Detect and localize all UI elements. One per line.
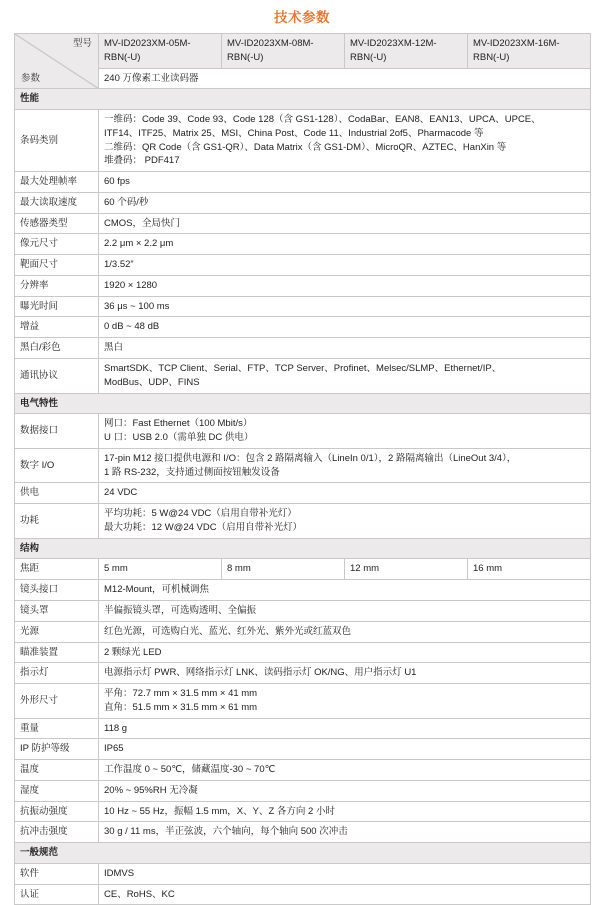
table-row [15,255,591,276]
row-value [99,192,591,213]
row-label: 增益 [15,317,99,338]
table-row [15,663,591,684]
row-value-line: 1/3.52” [104,259,134,271]
row-value-line: ITF14、ITF25、Matrix 25、MSI、China Post、Code 11、Industrial 2of5、Pharmacode 等 [104,127,484,139]
row-value-line: 60 个码/秒 [104,196,149,208]
row-value [99,780,591,801]
row-value-line: 平均功耗：5 W@24 VDC（启用自带补光灯） [104,508,297,520]
table-row [15,338,591,359]
row-value-line: 直角：51.5 mm × 31.5 mm × 61 mm [104,701,258,713]
row-label: IP 防护等级 [15,739,99,760]
section-title: 结构 [15,538,591,559]
table-row [15,884,591,905]
row-value [99,621,591,642]
row-label: 指示灯 [15,663,99,684]
table-row [15,684,591,719]
row-value-line: 半偏振镜头罩，可选购透明、全偏振 [104,604,257,616]
row-label: 分辨率 [15,275,99,296]
row-value-line: 网口：Fast Ethernet（100 Mbit/s） [104,418,253,430]
row-label: 抗振动强度 [15,801,99,822]
row-value-line: 1 路 RS-232，支持通过侧面按钮触发设备 [104,466,280,478]
table-row [15,275,591,296]
spec-table [14,33,591,905]
product-name-cell: 240 万像素工业读码器 [99,68,591,89]
row-label: 抗冲击强度 [15,822,99,843]
table-row [15,801,591,822]
row-value [99,483,591,504]
row-value-col-3: 12 mm [345,559,468,580]
row-label: 瞄准装置 [15,642,99,663]
row-value-line: 最大功耗：12 W@24 VDC（启用自带补光灯） [104,521,303,533]
row-value-line: 堆叠码： PDF417 [104,155,180,167]
row-label: 通讯协议 [15,359,99,394]
row-label: 数字 I/O [15,448,99,483]
model-header-1: MV-ID2023XM-05M-RBN(-U) [99,34,222,69]
row-value [99,822,591,843]
row-value [99,110,591,172]
row-value [99,739,591,760]
row-label: 靶面尺寸 [15,255,99,276]
row-value [99,884,591,905]
table-row [15,780,591,801]
table-row [15,172,591,193]
row-label: 黑白/彩色 [15,338,99,359]
section-header-row [15,393,591,414]
row-value [99,296,591,317]
table-row [15,317,591,338]
row-label: 条码类别 [15,110,99,172]
row-value [99,448,591,483]
row-value [99,760,591,781]
table-row [15,414,591,449]
row-label: 湿度 [15,780,99,801]
row-value-line: 红色光源，可选购白光、蓝光、红外光、紫外光或红蓝双色 [104,625,352,637]
table-row [15,600,591,621]
section-header-row [15,89,591,110]
row-label: 外形尺寸 [15,684,99,719]
row-value-line: 0 dB ~ 48 dB [104,321,160,333]
table-row [15,296,591,317]
row-value-line: CE、RoHS、KC [104,888,175,900]
row-label: 软件 [15,863,99,884]
table-row [15,359,591,394]
row-value [99,317,591,338]
row-value [99,172,591,193]
row-value [99,600,591,621]
spec-table-body [15,34,591,905]
row-label: 传感器类型 [15,213,99,234]
row-value-line: 118 g [104,722,128,734]
row-value-line: 30 g / 11 ms，半正弦波，六个轴向，每个轴向 500 次冲击 [104,826,348,838]
row-value-line: 24 VDC [104,487,138,499]
table-row [15,642,591,663]
row-value-line: M12-Mount，可机械调焦 [104,584,210,596]
row-value [99,338,591,359]
row-value [99,359,591,394]
row-label: 功耗 [15,504,99,539]
row-value-line: 黑白 [104,342,124,354]
row-value-line: CMOS，全局快门 [104,217,181,229]
table-row [15,192,591,213]
header-corner-cell [15,34,99,89]
row-value-line: 一维码：Code 39、Code 93、Code 128（含 GS1-128）、CodaBar、EAN8、EAN13、UPCA、UPCE、 [104,114,541,126]
row-label: 像元尺寸 [15,234,99,255]
section-title: 一般规范 [15,843,591,864]
table-row [15,448,591,483]
row-value-col-1: 5 mm [99,559,222,580]
row-value-line: 工作温度 0 ~ 50℃，储藏温度-30 ~ 70℃ [104,764,276,776]
row-value [99,255,591,276]
row-value [99,213,591,234]
table-row [15,863,591,884]
row-label: 供电 [15,483,99,504]
row-label: 光源 [15,621,99,642]
row-label: 镜头罩 [15,600,99,621]
row-value-line: 10 Hz ~ 55 Hz，振幅 1.5 mm，X、Y、Z 各方向 2 小时 [104,805,335,817]
row-value-line: 二维码：QR Code（含 GS1-QR）、Data Matrix（含 GS1-DM）、MicroQR、AZTEC、HanXin 等 [104,141,507,153]
row-label: 曝光时间 [15,296,99,317]
row-value [99,414,591,449]
row-value [99,234,591,255]
row-value [99,801,591,822]
page-title: 技术参数 [274,10,330,25]
table-row [15,822,591,843]
table-row [15,213,591,234]
row-value-line: ModBus、UDP、FINS [104,376,200,388]
row-label: 数据接口 [15,414,99,449]
row-label: 焦距 [15,559,99,580]
row-value-line: 电源指示灯 PWR、网络指示灯 LNK、读码指示灯 OK/NG、用户指示灯 U1 [104,667,417,679]
row-value-line: 60 fps [104,176,130,188]
row-label: 温度 [15,760,99,781]
row-value-line: 36 μs ~ 100 ms [104,300,170,312]
model-header-4: MV-ID2023XM-16M-RBN(-U) [468,34,591,69]
row-value [99,863,591,884]
table-row [15,621,591,642]
row-value-col-2: 8 mm [222,559,345,580]
row-label: 镜头接口 [15,580,99,601]
row-value-line: 1920 × 1280 [104,279,158,291]
table-row [15,234,591,255]
row-value [99,642,591,663]
row-label: 最大处理帧率 [15,172,99,193]
row-value [99,275,591,296]
table-row [15,110,591,172]
row-value-line: 17-pin M12 接口提供电源和 I/O：包含 2 路隔离输入（LineIn 0/1），2 路隔离输出（LineOut 3/4）， [104,452,517,464]
table-row [15,739,591,760]
table-row [15,580,591,601]
row-value [99,718,591,739]
row-value-line: 2 颗绿光 LED [104,646,162,658]
section-title: 电气特性 [15,393,591,414]
table-row [15,483,591,504]
table-row [15,504,591,539]
section-header-row [15,843,591,864]
row-value-line: IDMVS [104,867,135,879]
corner-param-label: 参数 [21,72,41,84]
section-title: 性能 [15,89,591,110]
product-name-row [15,68,591,89]
row-value [99,504,591,539]
row-value-line: 20% ~ 95%RH 无冷凝 [104,784,198,796]
table-row [15,559,591,580]
row-value-line: IP65 [104,743,124,755]
row-value-line: 平角：72.7 mm × 31.5 mm × 41 mm [104,688,258,700]
row-label: 最大读取速度 [15,192,99,213]
section-header-row [15,538,591,559]
model-header-2: MV-ID2023XM-08M-RBN(-U) [222,34,345,69]
row-value [99,663,591,684]
row-value-line: 2.2 μm × 2.2 μm [104,238,174,250]
row-value-line: U 口：USB 2.0（需单独 DC 供电） [104,432,254,444]
row-value [99,580,591,601]
corner-model-label: 型号 [72,38,92,49]
row-value-line: SmartSDK、TCP Client、Serial、FTP、TCP Server、Profinet、Melsec/SLMP、Ethernet/IP、 [104,363,502,375]
row-value [99,684,591,719]
row-label: 重量 [15,718,99,739]
row-label: 认证 [15,884,99,905]
model-header-3: MV-ID2023XM-12M-RBN(-U) [345,34,468,69]
table-header-row [15,34,591,69]
table-row [15,718,591,739]
table-row [15,760,591,781]
row-value-col-4: 16 mm [468,559,591,580]
